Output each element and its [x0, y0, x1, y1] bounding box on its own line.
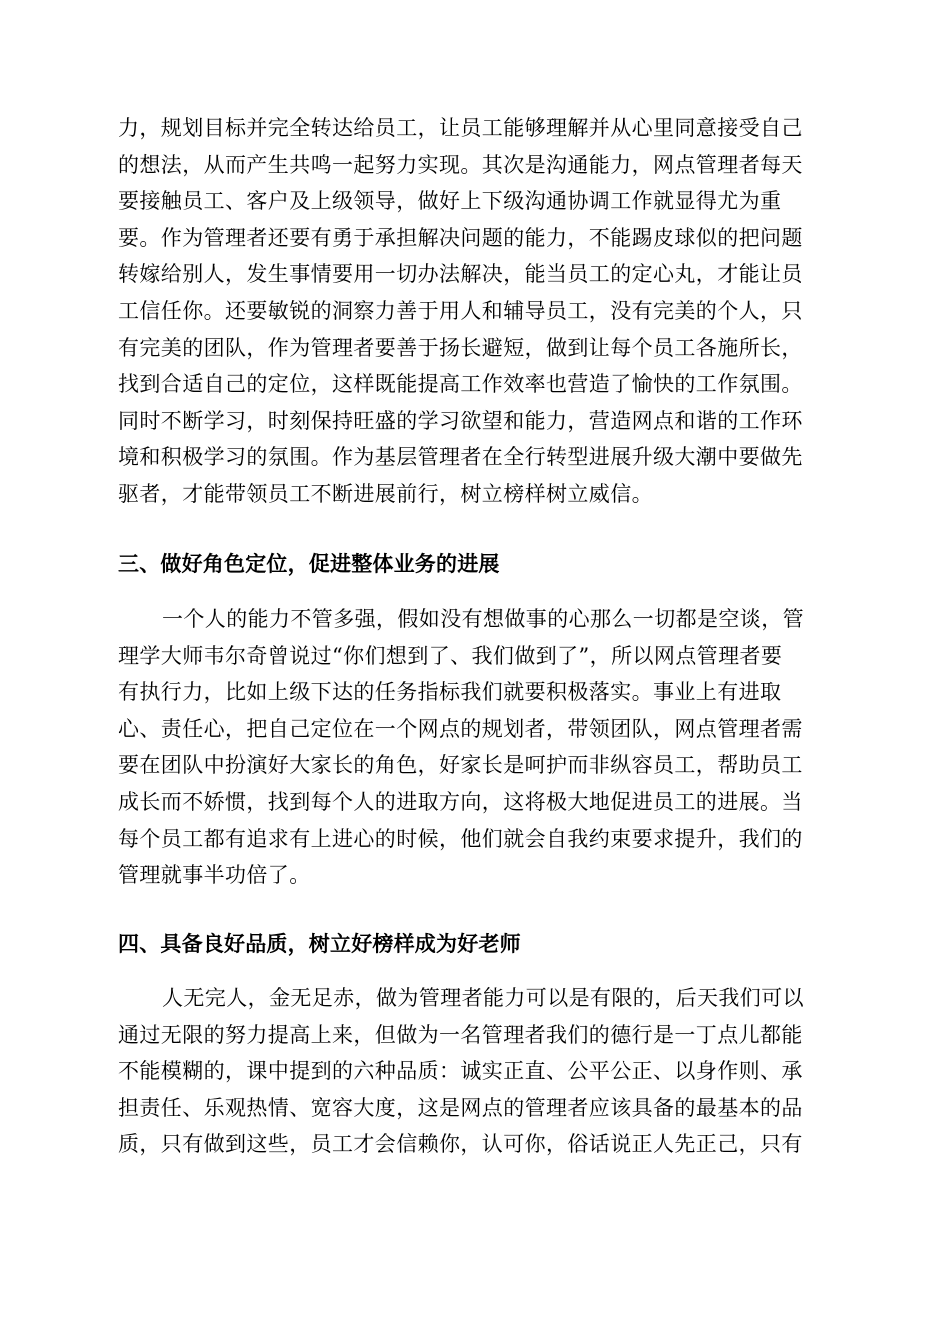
section-heading-4 — [118, 926, 832, 963]
text-line: 力，规划目标并完全转达给员工，让员工能够理解并从心里同意接受自己 — [118, 116, 803, 140]
text-line: 有执行力，比如上级下达的任务指标我们就要积极落实。事业上有进取 — [118, 680, 782, 705]
text-line: 工信任你。还要敏锐的洞察力善于用人和辅导员工，没有完美的个人，只 — [118, 298, 803, 323]
text-line: 要在团队中扮演好大家长的角色，好家长是呵护而非纵容员工，帮助员工 — [118, 753, 803, 778]
text-line: 有完美的团队，作为管理者要善于扬长避短，做到让每个员工各施所长， — [118, 335, 803, 360]
text-line: 成长而不娇惯，找到每个人的进取方向，这将极大地促进员工的进展。当 — [118, 789, 803, 814]
text-line: 同时不断学习，时刻保持旺盛的学习欲望和能力，营造网点和谐的工作环 — [118, 408, 803, 433]
text-line: 要接触员工、客户及上级领导，做好上下级沟通协调工作就显得尤为重 — [118, 189, 782, 214]
text-line: 的想法，从而产生共鸣一起努力实现。其次是沟通能力，网点管理者每天 — [118, 152, 803, 177]
paragraph-leadership-skills — [118, 110, 832, 513]
text-line: 驱者，才能带领员工不断进展前行，树立榜样树立威信。 — [118, 481, 653, 506]
text-line: 管理就事半功倍了。 — [118, 863, 311, 888]
text-line: 要。作为管理者还要有勇于承担解决问题的能力，不能踢皮球似的把问题 — [118, 225, 803, 250]
text-line: 转嫁给别人，发生事情要用一切办法解决，能当员工的定心丸，才能让员 — [118, 262, 803, 287]
text-line: 境和积极学习的氛围。作为基层管理者在全行转型进展升级大潮中要做先 — [118, 445, 803, 470]
text-line: 一个人的能力不管多强，假如没有想做事的心那么一切都是空谈，管 — [162, 607, 804, 631]
text-line: 不能模糊的，课中提到的六种品质：诚实正直、公平公正、以身作则、承 — [118, 1059, 803, 1084]
text-line: 通过无限的努力提高上来，但做为一名管理者我们的德行是一丁点儿都能 — [118, 1022, 803, 1047]
paragraph-role-positioning — [118, 601, 832, 894]
text-line: 质，只有做到这些，员工才会信赖你，认可你，俗话说正人先正己，只有 — [118, 1132, 803, 1157]
heading-text: 四、具备良好品质，树立好榜样成为好老师 — [118, 931, 521, 956]
paragraph-good-qualities — [118, 980, 832, 1163]
text-line: 人无完人，金无足赤，做为管理者能力可以是有限的，后天我们可以 — [162, 986, 804, 1010]
text-line: 每个员工都有追求有上进心的时候，他们就会自我约束要求提升，我们的 — [118, 826, 803, 851]
section-heading-3 — [118, 546, 832, 583]
text-line: 找到合适自己的定位，这样既能提高工作效率也营造了愉快的工作氛围。 — [118, 372, 803, 397]
heading-text: 三、做好角色定位，促进整体业务的进展 — [118, 551, 500, 576]
text-line: 担责任、乐观热情、宽容大度，这是网点的管理者应该具备的最基本的品 — [118, 1095, 803, 1120]
text-line: 理学大师韦尔奇曾说过“你们想到了、我们做到了”，所以网点管理者要 — [118, 643, 783, 668]
text-line: 心、责任心，把自己定位在一个网点的规划者，带领团队，网点管理者需 — [118, 716, 803, 741]
